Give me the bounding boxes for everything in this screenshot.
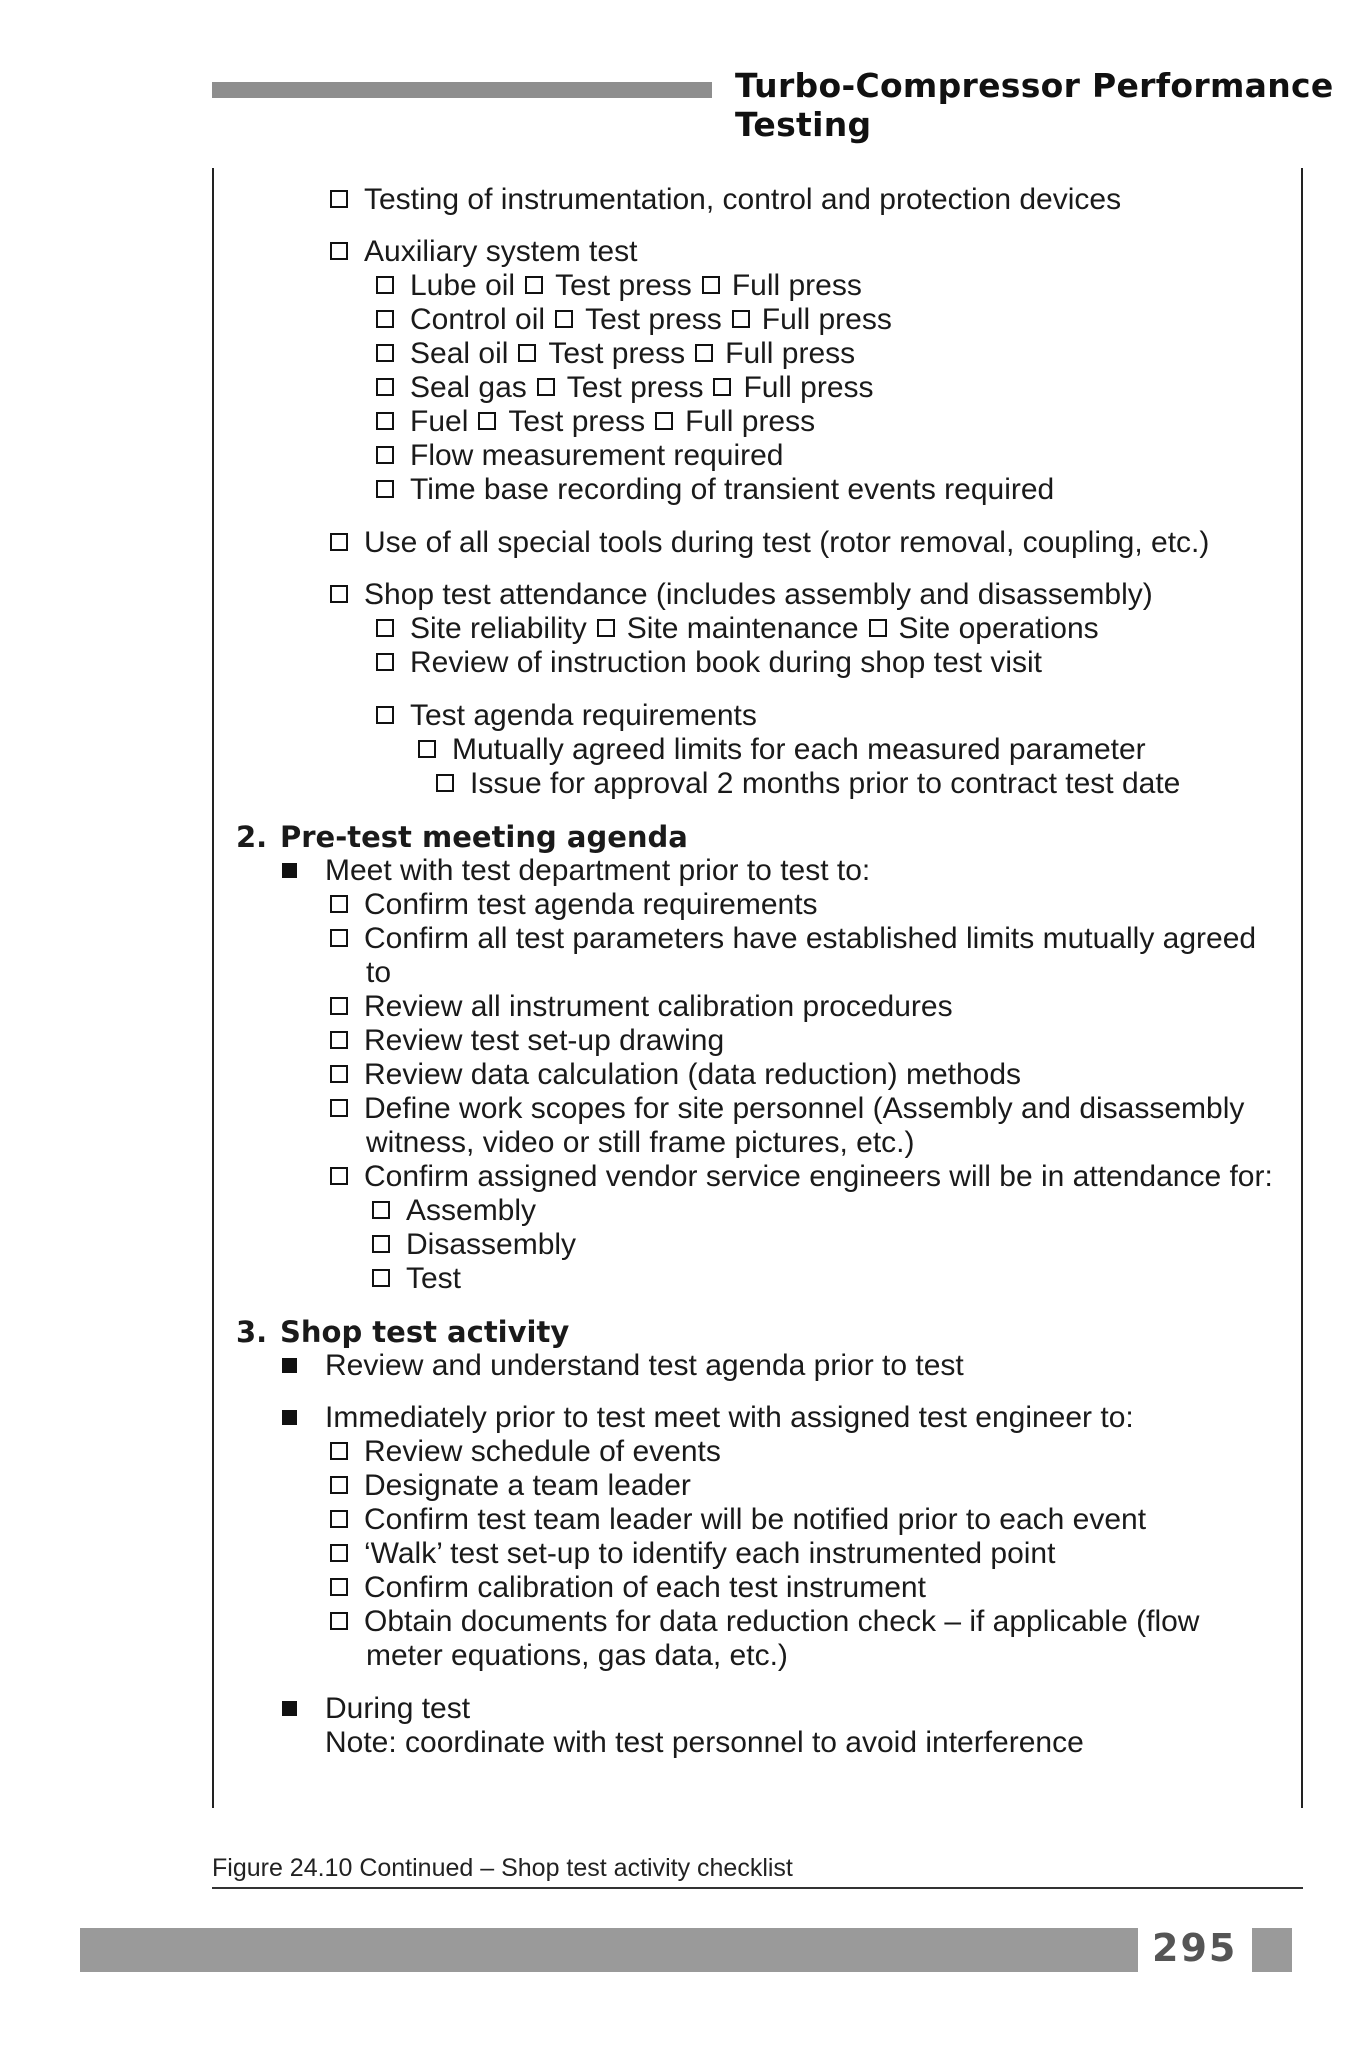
checklist-item: Confirm test team leader will be notified prior to each event [330, 1502, 1146, 1538]
aux-row: Seal oil Test press Full press [376, 336, 855, 372]
bullet-item: Meet with test department prior to test to: [282, 853, 870, 889]
checkbox[interactable] [376, 310, 394, 328]
aux-row: Lube oil Test press Full press [376, 268, 862, 304]
checklist-item: Review data calculation (data reduction) methods [330, 1057, 1021, 1093]
checkbox[interactable] [436, 774, 454, 792]
checklist-item: Test [372, 1261, 461, 1297]
bullet-icon [282, 1701, 297, 1716]
checklist-item: Issue for approval 2 months prior to contract test date [436, 766, 1180, 802]
checkbox[interactable] [732, 310, 750, 328]
checkbox[interactable] [330, 1167, 348, 1185]
caption-rule [212, 1887, 1303, 1889]
checklist-item: Confirm test agenda requirements [330, 887, 818, 923]
checklist-item: Test agenda requirements [376, 698, 757, 734]
checkbox[interactable] [330, 1031, 348, 1049]
checkbox[interactable] [372, 1269, 390, 1287]
checklist-item-continuation: meter equations, gas data, etc.) [366, 1639, 788, 1672]
checkbox[interactable] [330, 1065, 348, 1083]
frame-right-rule [1301, 168, 1303, 1808]
aux-row: Control oil Test press Full press [376, 302, 892, 338]
checkbox[interactable] [330, 190, 348, 208]
checkbox[interactable] [330, 895, 348, 913]
bullet-icon [282, 1358, 297, 1373]
checkbox[interactable] [702, 276, 720, 294]
checkbox[interactable] [376, 378, 394, 396]
checklist-item: Review of instruction book during shop test visit [376, 645, 1042, 681]
header-bar [212, 82, 712, 98]
checklist-item: Shop test attendance (includes assembly and disassembly) [330, 577, 1153, 613]
checkbox[interactable] [330, 242, 348, 260]
checklist-item: Testing of instrumentation, control and protection devices [330, 182, 1121, 218]
checklist-item: Obtain documents for data reduction check – if applicable (flow [330, 1604, 1199, 1640]
checklist-item: Flow measurement required [376, 438, 784, 474]
bullet-icon [282, 1410, 297, 1425]
checklist-item: Review all instrument calibration procedures [330, 989, 953, 1025]
checkbox[interactable] [869, 619, 887, 637]
aux-row: Seal gas Test press Full press [376, 370, 874, 406]
checkbox[interactable] [330, 997, 348, 1015]
aux-row: Fuel Test press Full press [376, 404, 815, 440]
checklist-item: Review test set-up drawing [330, 1023, 724, 1059]
checklist-item: Time base recording of transient events required [376, 472, 1054, 508]
checklist-item: Confirm calibration of each test instrument [330, 1570, 926, 1606]
checkbox[interactable] [597, 619, 615, 637]
footer-tab [1252, 1928, 1292, 1972]
checklist-item: Designate a team leader [330, 1468, 691, 1504]
checkbox[interactable] [330, 533, 348, 551]
checklist-item-continuation: to [366, 956, 392, 989]
checkbox[interactable] [330, 1510, 348, 1528]
checklist-item: Assembly [372, 1193, 536, 1229]
checkbox[interactable] [376, 276, 394, 294]
section-heading: 2. Pre-test meeting agenda [236, 820, 688, 854]
checkbox[interactable] [330, 1099, 348, 1117]
checkbox[interactable] [376, 412, 394, 430]
frame-left-rule [212, 168, 214, 1808]
checkbox[interactable] [330, 1544, 348, 1562]
checkbox[interactable] [418, 740, 436, 758]
checkbox[interactable] [330, 1578, 348, 1596]
checkbox[interactable] [376, 344, 394, 362]
checkbox[interactable] [330, 1612, 348, 1630]
checkbox[interactable] [525, 276, 543, 294]
checkbox[interactable] [518, 344, 536, 362]
checkbox[interactable] [713, 378, 731, 396]
bullet-item: During test [282, 1691, 470, 1727]
checkbox[interactable] [330, 929, 348, 947]
bullet-item: Immediately prior to test meet with assigned test engineer to: [282, 1400, 1134, 1436]
checkbox[interactable] [330, 1442, 348, 1460]
bullet-item: Review and understand test agenda prior to test [282, 1348, 964, 1384]
checkbox[interactable] [655, 412, 673, 430]
checkbox[interactable] [695, 344, 713, 362]
checkbox[interactable] [376, 653, 394, 671]
figure-caption: Figure 24.10 Continued – Shop test activity checklist [212, 1854, 793, 1882]
checklist-item: Review schedule of events [330, 1434, 721, 1470]
checkbox[interactable] [376, 446, 394, 464]
checklist-item: ‘Walk’ test set-up to identify each instrumented point [330, 1536, 1055, 1572]
page-number: 295 [1152, 1926, 1238, 1970]
checkbox[interactable] [330, 585, 348, 603]
checklist-item-continuation: witness, video or still frame pictures, etc.) [366, 1126, 915, 1159]
checkbox[interactable] [555, 310, 573, 328]
checklist-item: Confirm all test parameters have established limits mutually agreed [330, 921, 1256, 957]
site-row: Site reliability Site maintenance Site operations [376, 611, 1099, 647]
checkbox[interactable] [330, 1476, 348, 1494]
checkbox[interactable] [537, 378, 555, 396]
checkbox[interactable] [478, 412, 496, 430]
footer-bar [80, 1928, 1138, 1972]
checklist-item: Use of all special tools during test (rotor removal, coupling, etc.) [330, 525, 1209, 561]
checkbox[interactable] [376, 619, 394, 637]
checkbox[interactable] [376, 706, 394, 724]
checkbox[interactable] [372, 1201, 390, 1219]
checklist-item: Mutually agreed limits for each measured parameter [418, 732, 1146, 768]
checklist-item: Confirm assigned vendor service engineers will be in attendance for: [330, 1159, 1273, 1195]
running-header-title: Turbo-Compressor Performance Testing [735, 66, 1334, 144]
checklist-item: Disassembly [372, 1227, 576, 1263]
checklist-item: Define work scopes for site personnel (Assembly and disassembly [330, 1091, 1244, 1127]
note-text: Note: coordinate with test personnel to avoid interference [325, 1726, 1084, 1759]
checklist-item: Auxiliary system test [330, 234, 637, 270]
checkbox[interactable] [376, 480, 394, 498]
bullet-icon [282, 863, 297, 878]
section-heading: 3. Shop test activity [236, 1315, 570, 1349]
checkbox[interactable] [372, 1235, 390, 1253]
